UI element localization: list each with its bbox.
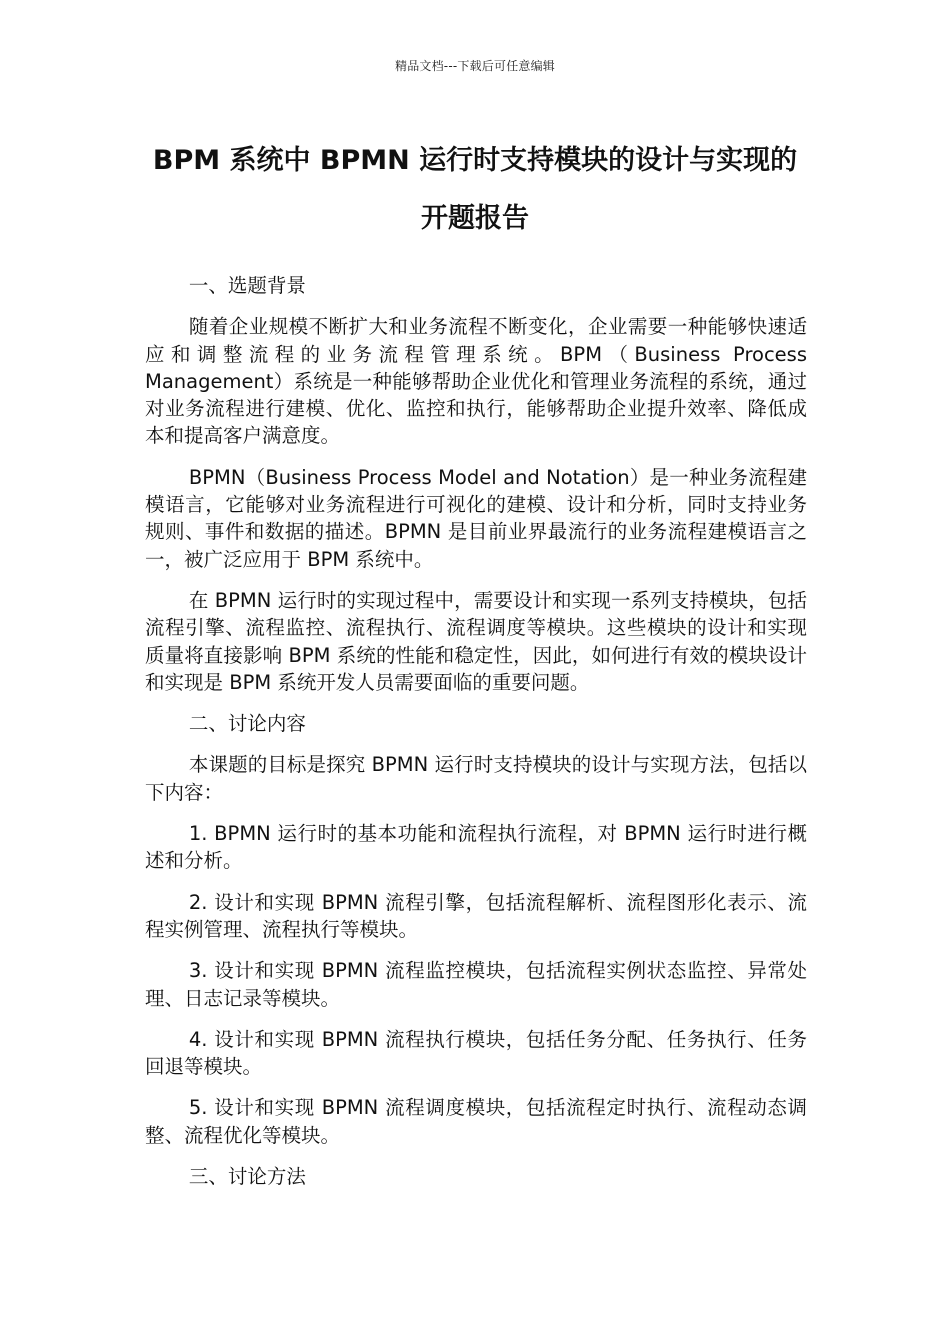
list-item: 2. 设计和实现 BPMN 流程引擎，包括流程解析、流程图形化表示、流程实例管理、流程执行等模块。 — [145, 890, 807, 941]
document-body — [145, 272, 807, 1204]
title-line-1: BPM 系统中 BPMN 运行时支持模块的设计与实现的 — [152, 145, 798, 176]
paragraph: 本课题的目标是探究 BPMN 运行时支持模块的设计与实现方法，包括以下内容： — [145, 753, 807, 804]
section-heading-content: 二、讨论内容 — [188, 712, 306, 736]
document-title — [100, 132, 850, 248]
title-line-2: 开题报告 — [421, 203, 529, 234]
list-item: 5. 设计和实现 BPMN 流程调度模块，包括流程定时执行、流程动态调整、流程优化等模块。 — [145, 1096, 807, 1147]
paragraph: 在 BPMN 运行时的实现过程中，需要设计和实现一系列支持模块，包括流程引擎、流程监控、流程执行、流程调度等模块。这些模块的设计和实现质量将直接影响 BPM 系统的性能和稳定性，因此，如何进行有效的模块设计和实现是 BPM 系统开发人员需要面临的重要问题。 — [145, 588, 807, 694]
paragraph: BPMN（Business Process Model and Notation）是一种业务流程建模语言，它能够对业务流程进行可视化的建模、设计和分析，同时支持业务规则、事件和数据的描述。BPMN 是目前业界最流行的业务流程建模语言之一，被广泛应用于 BPM 系统中。 — [145, 465, 807, 571]
section-heading-method: 三、讨论方法 — [188, 1165, 306, 1189]
list-item: 1. BPMN 运行时的基本功能和流程执行流程，对 BPMN 运行时进行概述和分析。 — [145, 822, 807, 873]
list-item: 4. 设计和实现 BPMN 流程执行模块，包括任务分配、任务执行、任务回退等模块。 — [145, 1027, 807, 1079]
header-note: 精品文档---下载后可任意编辑 — [395, 59, 555, 73]
list-item: 3. 设计和实现 BPMN 流程监控模块，包括流程实例状态监控、异常处理、日志记录等模块。 — [145, 959, 807, 1010]
paragraph: 随着企业规模不断扩大和业务流程不断变化，企业需要一种能够快速适应和调整流程的业务流程管理系统。BPM（Business Process Management）系统是一种能够帮助企业优化和管理业务流程的系统，通过对业务流程进行建模、优化、监控和执行，能够帮助企业提升效率、降低成本和提高客户满意度。 — [145, 315, 807, 448]
section-heading-background: 一、选题背景 — [188, 274, 306, 297]
